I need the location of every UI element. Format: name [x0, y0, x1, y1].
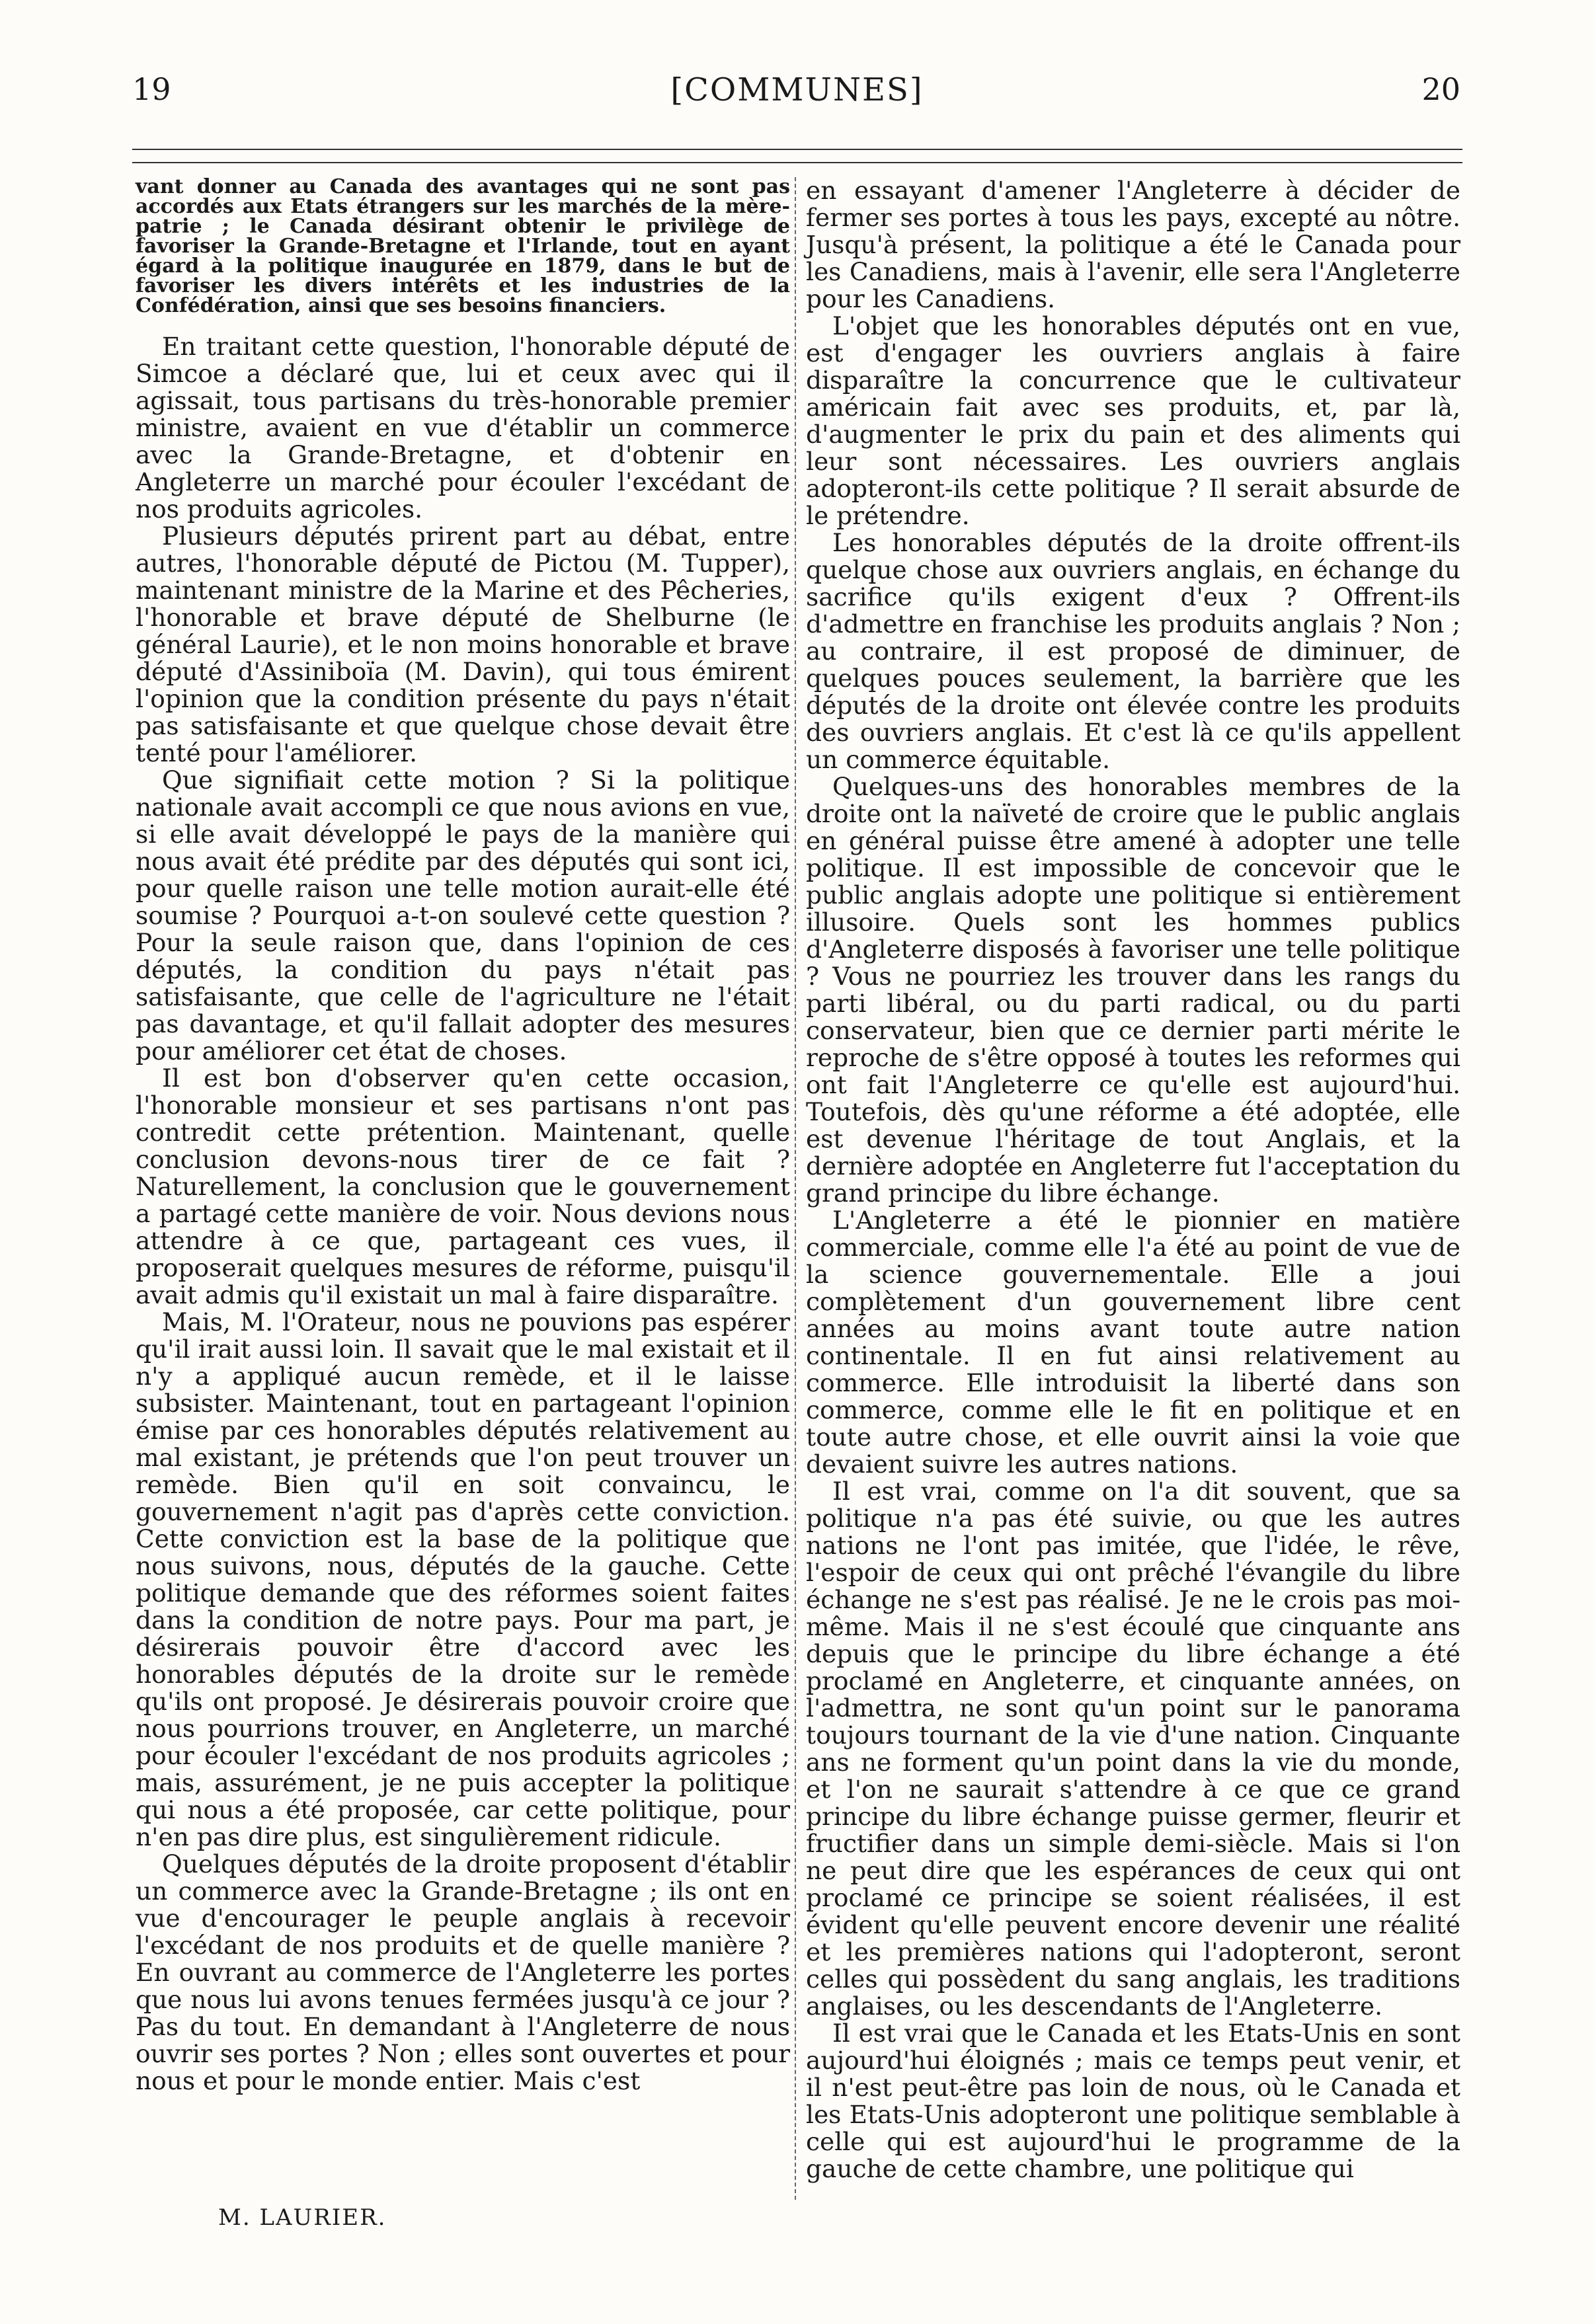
right-paragraph: Il est vrai, comme on l'a dit souvent, que sa politique n'a pas été suivie, ou que les autres nations ne l'ont pas imitée, que l'idée, le rêve, l'espoir de ceux qui ont prêché l'évangile du libre échange ne s'est pas réalisé. Je ne le crois pas moi-même. Mais il ne s'est écoulé que cinquante ans depuis que le principe du libre échange a été proclamé en Angleterre, et cinquante années, on l'admettra, ne sont qu'un point sur le panorama toujours tournant de la vie d'une nation. Cinquante ans ne forment qu'un point dans la vie du monde, et l'on ne saurait s'attendre à ce que ce grand principe du libre échange puisse germer, fleurir et fructifier dans un simple demi-siècle. Mais si l'on ne peut dire que les espérances de ceux qui ont proclamé ce principe se soient réalisées, il est évident qu'elle peuvent encore devenir une réalité et les premières nations qui l'adopteront, seront celles qui possèdent du sang anglais, les traditions anglaises, ou les descendants de l'Angleterre. — [806, 1477, 1460, 2021]
speaker-signature: M. LAURIER. — [218, 2204, 387, 2231]
right-column — [806, 177, 1460, 2183]
page-number-right: 20 — [1421, 71, 1460, 107]
header-rule-top — [132, 149, 1462, 150]
left-paragraph: Il est bon d'observer qu'en cette occasion, l'honorable monsieur et ses partisans n'ont pas contredit cette prétention. Maintenant, quelle conclusion devons-nous tirer de ce fait ? Naturellement, la conclusion que le gouvernement a partagé cette manière de voir. Nous devions nous attendre à ce que, partageant ces vues, il proposerait quelques mesures de réforme, puisqu'il avait admis qu'il existait un mal à faire disparaître. — [136, 1064, 790, 1309]
right-paragraph: en essayant d'amener l'Angleterre à décider de fermer ses portes à tous les pays, excepté au nôtre. Jusqu'à présent, la politique a été le Canada pour les Canadiens, mais à l'avenir, elle sera l'Angleterre pour les Canadiens. — [806, 176, 1460, 313]
header-rule-bottom — [132, 162, 1462, 163]
right-paragraph: L'objet que les honorables députés ont en vue, est d'engager les ouvriers anglais à faire disparaître la concurrence que le cultivateur américain fait avec ses produits, et, par là, d'augmenter le prix du pain et des aliments qui leur sont nécessaires. Les ouvriers anglais adopteront-ils cette politique ? Il serait absurde de le prétendre. — [806, 311, 1460, 530]
right-paragraph: L'Angleterre a été le pionnier en matière commerciale, comme elle l'a été au point de vue de la science gouvernementale. Elle a joui complètement d'un gouvernement libre cent années au moins avant toute autre nation continentale. Il en fut ainsi relativement au commerce. Elle introduisit la liberté dans son commerce, comme elle le fit en politique et en toute autre chose, et elle ouvrit ainsi la voie que devaient suivre les autres nations. — [806, 1206, 1460, 1479]
left-paragraph: Quelques députés de la droite proposent d'établir un commerce avec la Grande-Bretagne ; ils ont en vue d'encourager le peuple anglais à recevoir l'excédant de nos produits et de quelle manière ? En ouvrant au commerce de l'Angleterre les portes que nous lui avons tenues fermées jusqu'à ce jour ? Pas du tout. En demandant à l'Angleterre de nous ouvrir ses portes ? Non ; elles sont ouvertes et pour nous et pour le monde entier. Mais c'est — [136, 1849, 790, 2095]
right-paragraph: Les honorables députés de la droite offrent-ils quelque chose aux ouvriers anglais, en échange du sacrifice qu'ils exigent d'eux ? Offrent-ils d'admettre en franchise les produits anglais ? Non ; au contraire, il est proposé de diminuer, de quelques pouces seulement, la barrière que les députés de la droite ont élevée contre les produits des ouvriers anglais. Et c'est là ce qu'ils appellent un commerce équitable. — [806, 528, 1460, 774]
right-paragraph: Quelques-uns des honorables membres de la droite ont la naïveté de croire que le public anglais en général puisse être amené à adopter une telle politique. Il est impossible de concevoir que le public anglais adopte une politique si entièrement illusoire. Quels sont les hommes publics d'Angleterre disposés à favoriser une telle politique ? Vous ne pourriez les trouver dans les rangs du parti libéral, ou du parti radical, ou du parti conservateur, bien que ce dernier parti mérite le reproche de s'être opposé à toutes les reformes qui ont fait l'Angleterre ce qu'elle est aujourd'hui. Toutefois, dès qu'une réforme a été adoptée, elle est devenue l'héritage de tout Anglais, et la dernière adoptée en Angleterre fut l'acceptation du grand principe du libre échange. — [806, 772, 1460, 1208]
left-column — [136, 177, 790, 2095]
page-title: [COMMUNES] — [670, 71, 924, 108]
column-divider — [795, 177, 796, 2200]
page-header — [0, 71, 1594, 124]
intro-paragraph: vant donner au Canada des avantages qui ne sont pas accordés aux Etats étrangers sur les marchés de la mère-patrie ; le Canada désirant obtenir le privilège de favoriser la Grande-Bretagne et l'Irlande, tout en ayant égard à la politique inaugurée en 1879, dans le but de favoriser les divers intérêts et les industries de la Confédération, ainsi que ses besoins financiers. — [136, 175, 790, 317]
left-paragraph: En traitant cette question, l'honorable député de Simcoe a déclaré que, lui et ceux avec qui il agissait, tous partisans du très-honorable premier ministre, avaient en vue d'établir un commerce avec la Grande-Bretagne, et d'obtenir en Angleterre un marché pour écouler l'excédant de nos produits agricoles. — [136, 332, 790, 523]
left-paragraph: Que signifiait cette motion ? Si la politique nationale avait accompli ce que nous avions en vue, si elle avait développé le pays de la manière qui nous avait été prédite par des députés qui sont ici, pour quelle raison une telle motion aurait-elle été soumise ? Pourquoi a-t-on soulevé cette question ? Pour la seule raison que, dans l'opinion de ces députés, la condition du pays n'était pas satisfaisante, que celle de l'agriculture ne l'était pas davantage, et qu'il fallait adopter des mesures pour améliorer cet état de choses. — [136, 765, 790, 1065]
left-paragraph: Plusieurs députés prirent part au débat, entre autres, l'honorable député de Pictou (M. Tupper), maintenant ministre de la Marine et des Pêcheries, l'honorable et brave député de Shelburne (le général Laurie), et le non moins honorable et brave député d'Assiniboïa (M. Davin), qui tous émirent l'opinion que la condition présente du pays n'était pas satisfaisante et que quelque chose devait être tenté pour l'améliorer. — [136, 522, 790, 767]
right-paragraph: Il est vrai que le Canada et les Etats-Unis en sont aujourd'hui éloignés ; mais ce temps peut venir, et il n'est peut-être pas loin de nous, où le Canada et les Etats-Unis adopteront une politique semblable à celle qui est aujourd'hui le programme de la gauche de cette chambre, une politique qui — [806, 2019, 1460, 2183]
left-paragraph: Mais, M. l'Orateur, nous ne pouvions pas espérer qu'il irait aussi loin. Il savait que le mal existait et il n'y a appliqué aucun remède, et il le laisse subsister. Maintenant, tout en partageant l'opinion émise par ces honorables députés relativement au mal existant, je prétends que l'on peut trouver un remède. Bien qu'il en soit convaincu, le gouvernement n'agit pas d'après cette conviction. Cette conviction est la base de la politique que nous suivons, nous, députés de la gauche. Cette politique demande que des réformes soient faites dans la condition de notre pays. Pour ma part, je désirerais pouvoir être d'accord avec les honorables députés de la droite sur le remède qu'ils ont proposé. Je désirerais pouvoir croire que nous pourrions trouver, en Angleterre, un marché pour écouler l'excédant de nos produits agricoles ; mais, assurément, je ne puis accepter la politique qui nous a été proposée, car cette politique, pour n'en pas dire plus, est singulièrement ridicule. — [136, 1307, 790, 1851]
page-number-left: 19 — [132, 71, 171, 107]
